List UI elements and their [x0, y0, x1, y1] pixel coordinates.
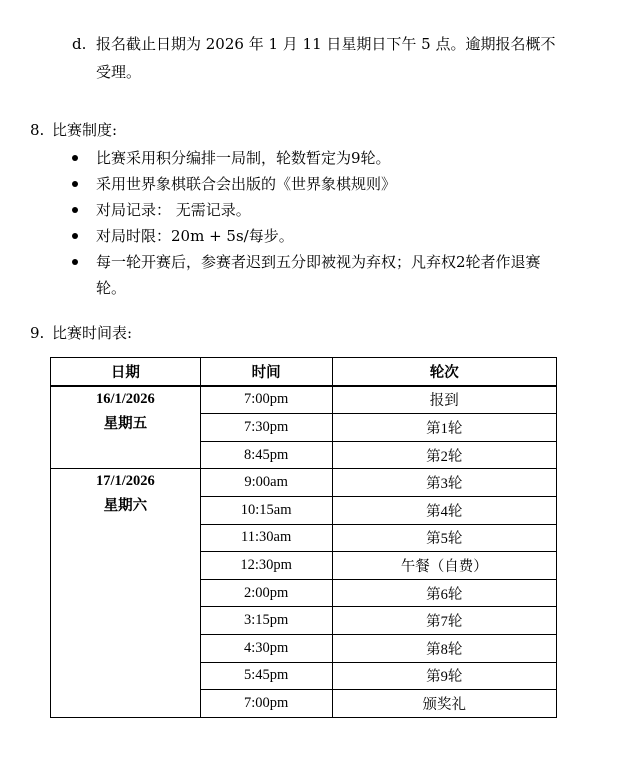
time-cell: 3:15pm — [200, 607, 332, 635]
date-cell-day2 — [51, 469, 201, 717]
time-cell: 7:00pm — [200, 690, 332, 718]
rule-recording: 对局记录： 无需记录。 — [96, 201, 251, 219]
bullet-dot — [72, 155, 78, 161]
section-8-number: 8. — [30, 121, 45, 139]
date-cell-day1 — [51, 386, 201, 469]
event-cell: 第1轮 — [332, 414, 556, 442]
event-cell: 第6轮 — [332, 579, 556, 607]
time-cell: 9:00am — [200, 469, 332, 497]
bullet-dot — [72, 181, 78, 187]
rule-forfeit-line1: 每一轮开赛后，参赛者迟到五分即被视为弃权；凡弃权2轮者作退赛 — [96, 253, 541, 271]
table-header-row — [51, 358, 557, 386]
time-cell: 8:45pm — [200, 441, 332, 469]
table-row — [51, 469, 557, 497]
time-cell: 12:30pm — [200, 552, 332, 580]
day2-date: 17/1/2026 — [95, 473, 155, 490]
event-cell: 第7轮 — [332, 607, 556, 635]
time-cell: 11:30am — [200, 524, 332, 552]
event-cell: 第8轮 — [332, 634, 556, 662]
event-cell: 第2轮 — [332, 441, 556, 469]
rule-format: 比赛采用积分编排一局制，轮数暂定为9轮。 — [96, 149, 391, 167]
event-cell: 颁奖礼 — [332, 690, 556, 718]
event-cell: 午餐（自费） — [332, 552, 556, 580]
header-round: 轮次 — [332, 358, 556, 386]
event-cell: 第3轮 — [332, 469, 556, 497]
rule-time-control: 对局时限：20m + 5s/每步。 — [96, 227, 294, 245]
registration-deadline-line2: 受理。 — [96, 63, 142, 81]
item-marker-d: d. — [72, 35, 87, 53]
header-date: 日期 — [51, 358, 201, 386]
event-cell: 第5轮 — [332, 524, 556, 552]
event-cell: 第4轮 — [332, 496, 556, 524]
event-cell: 报到 — [332, 386, 556, 414]
day1-date: 16/1/2026 — [95, 390, 155, 407]
time-cell: 4:30pm — [200, 634, 332, 662]
time-cell: 10:15am — [200, 496, 332, 524]
rule-laws: 采用世界象棋联合会出版的《世界象棋规则》 — [96, 175, 397, 193]
bullet-dot — [72, 233, 78, 239]
registration-deadline-line1: 报名截止日期为 2026 年 1 月 11 日星期日下午 5 点。逾期报名概不 — [96, 35, 556, 53]
event-cell: 第9轮 — [332, 662, 556, 690]
header-time: 时间 — [200, 358, 332, 386]
time-cell: 2:00pm — [200, 579, 332, 607]
table-row — [51, 386, 557, 414]
rule-forfeit-line2: 轮。 — [96, 279, 127, 297]
section-9-number: 9. — [30, 324, 45, 342]
day2-weekday: 星期六 — [103, 498, 148, 515]
section-9-title: 比赛时间表: — [52, 324, 133, 342]
day1-weekday: 星期五 — [103, 415, 148, 432]
schedule-table — [50, 357, 557, 718]
section-8-title: 比赛制度: — [52, 121, 118, 139]
bullet-dot — [72, 207, 78, 213]
time-cell: 7:00pm — [200, 386, 332, 414]
time-cell: 7:30pm — [200, 414, 332, 442]
time-cell: 5:45pm — [200, 662, 332, 690]
bullet-dot — [72, 259, 78, 265]
